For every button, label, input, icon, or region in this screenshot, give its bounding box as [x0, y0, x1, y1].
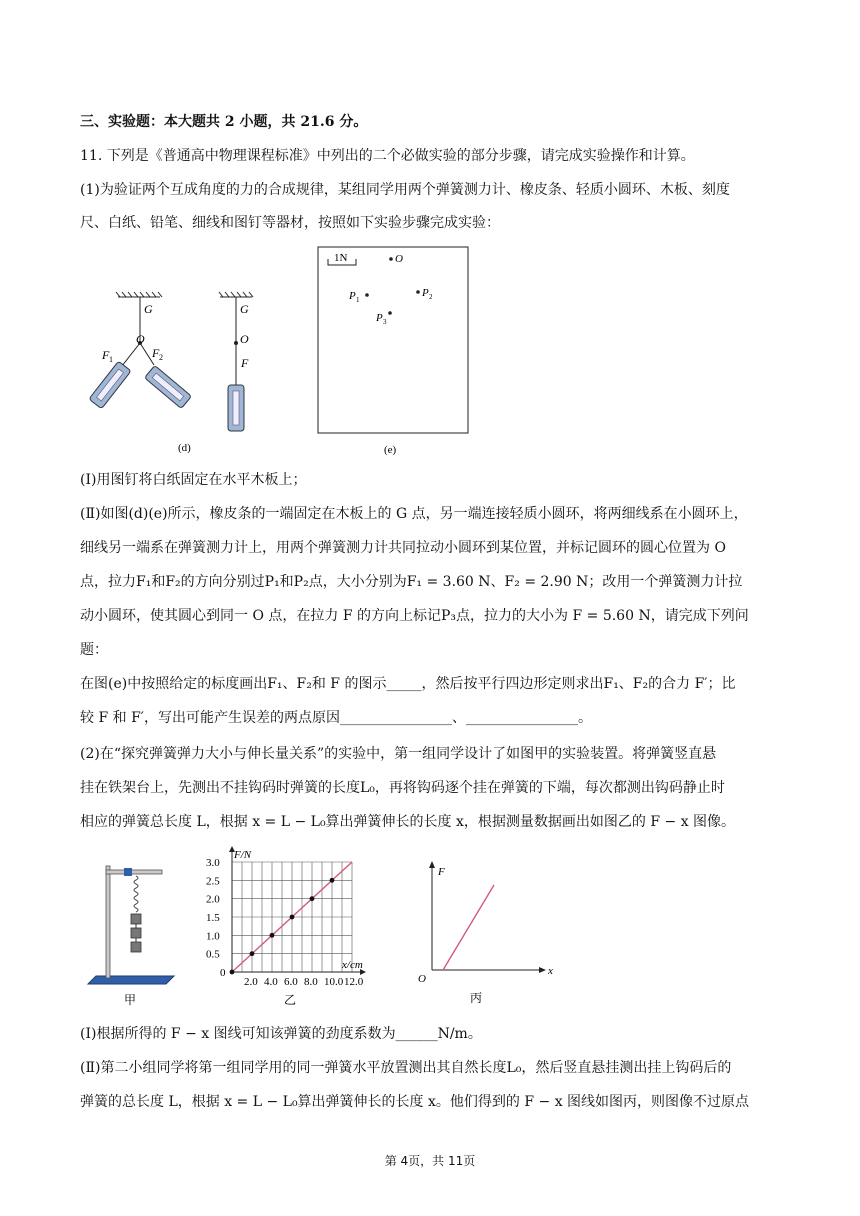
part2-line2: 挂在铁架台上，先测出不挂钩码时弹簧的长度L₀，再将钩码逐个挂在弹簧的下端，每次都测出钩码静止时 — [80, 780, 725, 796]
y-tick-label: 1.5 — [206, 912, 220, 924]
series-line — [443, 885, 494, 970]
figure-jia — [84, 852, 194, 1012]
y-axis-arrow — [429, 861, 435, 868]
part2-line3: 相应的弹簧总长度 L，根据 x = L − L₀算出弹簧伸长的长度 x，根据测量数据画出如图乙的 F − x 图像。 — [80, 814, 736, 830]
figure-e — [310, 243, 470, 461]
label-G-left: G — [144, 302, 153, 316]
label-P2-sub: 2 — [429, 293, 433, 301]
y-tick-label: 2.5 — [206, 875, 220, 888]
x-tick-label: 4.0 — [264, 976, 278, 988]
y-tick-label: 2.0 — [206, 893, 220, 906]
y-tick-label: 0.5 — [206, 948, 220, 961]
x-tick-label: 10.0 — [324, 976, 344, 988]
y-axis-label: F/N — [234, 849, 252, 861]
label-P2: P — [422, 287, 429, 299]
page-footer: 第 4页，共 11页 — [384, 1154, 476, 1168]
question-ii-line2: 弹簧的总长度 L，根据 x = L − L₀算出弹簧伸长的长度 x。他们得到的 F − x 图线如图丙，则图像不过原点 — [80, 1094, 750, 1110]
task-line1: 在图(e)中按照给定的标度画出F₁、F₂和 F 的图示_____，然后按平行四边形定则求出F₁、F₂的合力 F′；比 — [80, 676, 736, 692]
y-tick-label: 3.0 — [206, 857, 220, 869]
figure-jia-caption: 甲 — [124, 993, 137, 1007]
y-tick-label: 1.0 — [206, 930, 220, 943]
question-ii-line1: (Ⅱ)第二小组同学将第一组同学用的同一弹簧水平放置测出其自然长度L₀，然后竖直悬挂测出挂上钩码后的 — [80, 1060, 732, 1076]
step-2-line2: 细线另一端系在弹簧测力计上，用两个弹簧测力计共同拉动小圆环到某位置，并标记圆环的圆心位置为 O — [80, 540, 726, 556]
part2-line1: (2)在“探究弹簧弹力大小与伸长量关系”的实验中，第一组同学设计了如图甲的实验装置。将弹簧竖直悬 — [80, 746, 717, 762]
x-axis-label: x — [548, 965, 553, 977]
label-F2: F — [152, 346, 160, 360]
x-tick-label: 8.0 — [304, 976, 318, 988]
figure-yi-caption: 乙 — [284, 993, 297, 1007]
figure-bing-chart — [410, 855, 560, 1010]
x-axis-label: x/cm — [342, 959, 363, 971]
step-2-line4: 动小圆环，使其圆心到同一 O 点，在拉力 F 的方向上标记P₃点，拉力的大小为 F = 5.60 N，请完成下列问 — [80, 608, 749, 624]
step-2-line3: 点，拉力F₁和F₂的方向分别过P₁和P₂点，大小分别为F₁ = 3.60 N、F₂ = 2.90 N；改用一个弹簧测力计拉 — [80, 574, 743, 590]
figure-d — [80, 285, 280, 460]
origin-label: O — [418, 973, 426, 985]
label-O: O — [395, 253, 403, 265]
scale-label: 1N — [334, 252, 348, 264]
label-F-right: F — [241, 356, 249, 370]
label-P3-sub: 3 — [383, 318, 387, 326]
x-tick-label: 2.0 — [244, 976, 258, 988]
label-F1: F — [102, 348, 110, 362]
label-O-left: O — [136, 332, 145, 346]
step-1: (Ⅰ)用图钉将白纸固定在水平木板上； — [80, 472, 307, 488]
data-point — [270, 933, 275, 938]
figure-yi-chart — [200, 842, 370, 1012]
section-heading: 三、实验题：本大题共 2 小题，共 21.6 分。 — [80, 114, 368, 130]
data-point — [330, 878, 335, 883]
y-axis-label: F — [438, 866, 445, 878]
task-line2: 较 F 和 F′，写出可能产生误差的两点原因________________、________________。 — [80, 710, 592, 726]
origin-label: 0 — [220, 967, 226, 979]
label-P1-sub: 1 — [356, 296, 360, 304]
data-point — [230, 970, 235, 975]
question-11-intro: 11. 下列是《普通高中物理课程标准》中列出的二个必做实验的部分步骤，请完成实验操作和计算。 — [80, 148, 695, 164]
label-O-right: O — [240, 332, 249, 346]
figure-e-caption: (e) — [384, 444, 397, 456]
label-F2-sub: 2 — [159, 353, 163, 362]
label-P1: P — [349, 290, 356, 302]
label-G-right: G — [240, 302, 249, 316]
label-F1-sub: 1 — [109, 355, 113, 364]
x-axis-arrow — [539, 967, 546, 973]
figure-bing-caption: 丙 — [470, 991, 483, 1005]
data-point — [290, 915, 295, 920]
data-point — [310, 896, 315, 901]
question-i: (Ⅰ)根据所得的 F − x 图线可知该弹簧的劲度系数为______N/m。 — [80, 1026, 482, 1042]
part1-text-line1: (1)为验证两个互成角度的力的合成规律，某组同学用两个弹簧测力计、橡皮条、轻质小圆环、木板、刻度 — [80, 182, 730, 198]
part1-text-line2: 尺、白纸、铅笔、细线和图钉等器材，按照如下实验步骤完成实验： — [80, 215, 500, 231]
x-tick-label: 12.0 — [344, 976, 364, 988]
step-2-line5: 题： — [80, 642, 108, 658]
data-point — [250, 951, 255, 956]
label-P3: P — [376, 312, 383, 324]
step-2-line1: (Ⅱ)如图(d)(e)所示，橡皮条的一端固定在木板上的 G 点，另一端连接轻质小圆环，将两细线系在小圆环上， — [80, 506, 748, 522]
x-tick-label: 6.0 — [284, 976, 298, 988]
figure-d-caption: (d) — [178, 442, 191, 454]
